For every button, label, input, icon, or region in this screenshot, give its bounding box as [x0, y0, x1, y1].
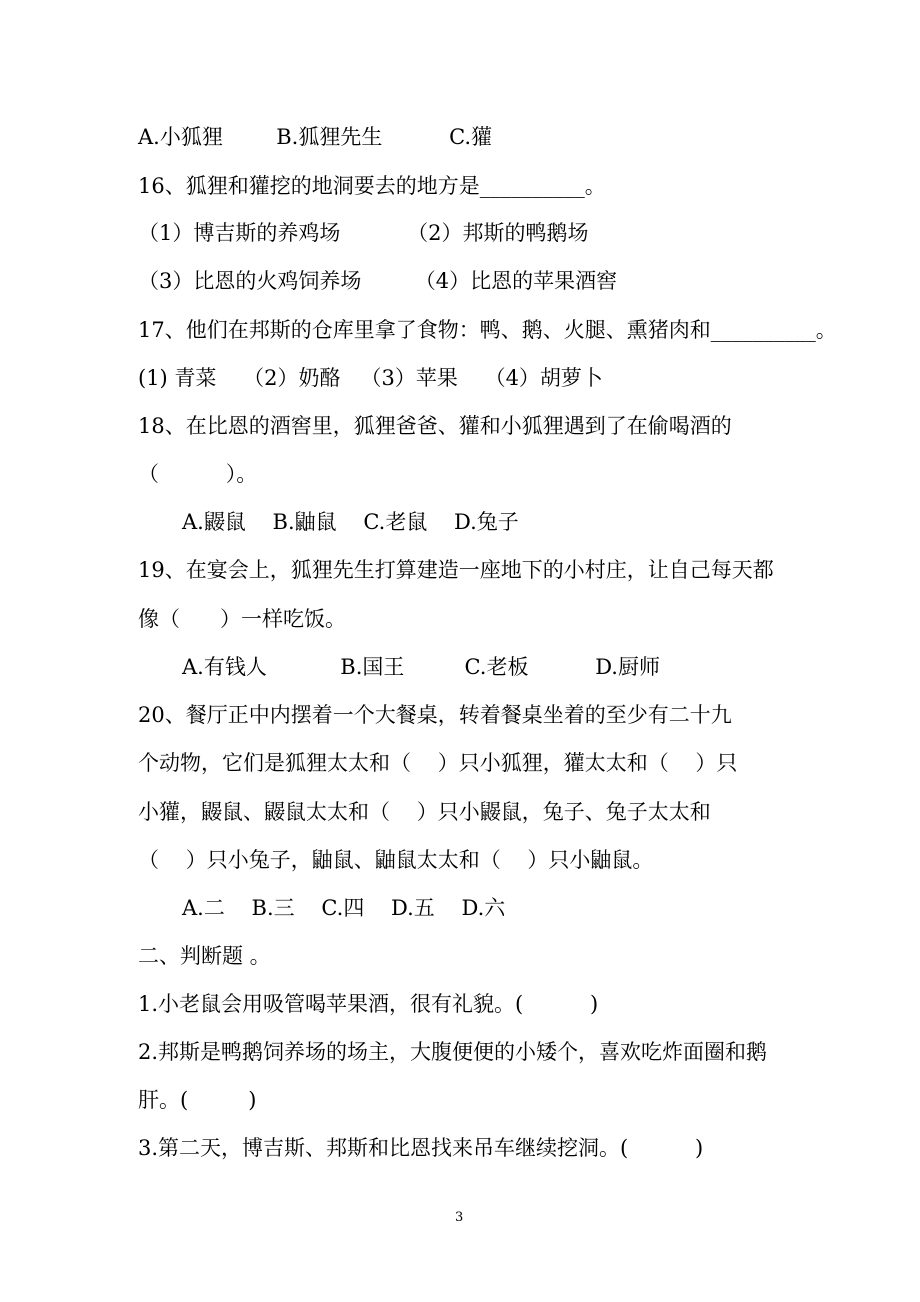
q16-question: 16、狐狸和獾挖的地洞要去的地方是__________。: [138, 174, 606, 198]
judgment-item-3: 3.第二天，博吉斯、邦斯和比恩找来吊车继续挖洞。( ): [138, 1136, 704, 1160]
judgment-item-2: 2.邦斯是鸭鹅饲养场的场主，大腹便便的小矮个，喜欢吃炸面圈和鹅: [138, 1040, 768, 1064]
q20-question: 20、餐厅正中内摆着一个大餐桌，转着餐桌坐着的至少有二十九: [138, 703, 732, 727]
q19-question-continued: 像（ ）一样吃饭。: [138, 607, 347, 631]
q20-options: A.二 B.三 C.四 D.五 D.六: [182, 896, 506, 920]
q18-question: 18、在比恩的酒窖里，狐狸爸爸、獾和小狐狸遇到了在偷喝酒的: [138, 414, 732, 438]
q16-options-row1: （1）博吉斯的养鸡场 （2）邦斯的鸭鹅场: [138, 221, 589, 245]
q20-question-line4: （ ）只小兔子，鼬鼠、鼬鼠太太和（ ）只小鼬鼠。: [138, 848, 654, 872]
q18-options: A.鼹鼠 B.鼬鼠 C.老鼠 D.兔子: [182, 510, 519, 534]
q17-question: 17、他们在邦斯的仓库里拿了食物：鸭、鹅、火腿、熏猪肉和__________。: [138, 318, 837, 342]
q16-options-row2: （3）比恩的火鸡饲养场 （4）比恩的苹果酒窖: [138, 269, 618, 293]
q19-question: 19、在宴会上，狐狸先生打算建造一座地下的小村庄，让自己每天都: [138, 558, 774, 582]
judgment-item-2-continued: 肝。( ): [138, 1088, 257, 1112]
q20-question-line2: 个动物，它们是狐狸太太和（ ）只小狐狸，獾太太和（ ）只: [138, 751, 738, 775]
section-heading-judgment: 二、判断题 。: [138, 944, 271, 968]
q15-options: A.小狐狸 B.狐狸先生 C.獾: [138, 125, 493, 149]
page-number: 3: [455, 1210, 464, 1225]
q17-options: (1) 青菜 （2）奶酪 （3）苹果 （4）胡萝卜: [138, 366, 603, 390]
q18-question-continued: （ ）。: [138, 462, 258, 486]
judgment-item-1: 1.小老鼠会用吸管喝苹果酒，很有礼貌。( ): [138, 992, 599, 1016]
q19-options: A.有钱人 B.国王 C.老板 D.厨师: [182, 655, 660, 679]
q20-question-line3: 小獾，鼹鼠、鼹鼠太太和（ ）只小鼹鼠，兔子、兔子太太和: [138, 800, 711, 824]
